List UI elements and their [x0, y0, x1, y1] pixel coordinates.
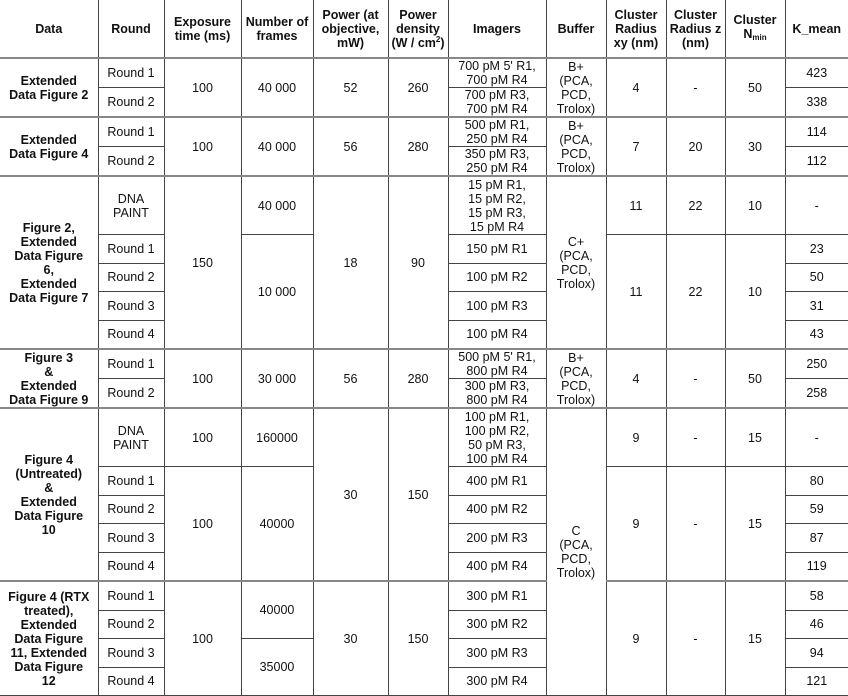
- cell-nmin: 50: [725, 349, 785, 408]
- cell-frames: 30 000: [241, 349, 313, 408]
- cell-exposure: 100: [164, 349, 241, 408]
- cell-k: 112: [785, 147, 848, 177]
- cell-round: Round 2: [98, 263, 164, 292]
- cell-round: Round 3: [98, 524, 164, 553]
- table-body: [0, 58, 848, 696]
- cell-imagers: 300 pM R4: [448, 667, 546, 696]
- cell-imagers: 100 pM R1, 100 pM R2, 50 pM R3, 100 pM R4: [448, 408, 546, 467]
- table-row: [0, 117, 848, 147]
- cell-data: Figure 2, Extended Data Figure 6, Extended Data Figure 7: [0, 176, 98, 349]
- cell-imagers: 400 pM R2: [448, 495, 546, 524]
- cell-z: 22: [666, 176, 725, 235]
- cell-imagers: 700 pM 5' R1, 700 pM R4: [448, 58, 546, 88]
- cell-exposure: 100: [164, 408, 241, 467]
- header-kmean: K_mean: [785, 0, 848, 58]
- cell-k: 58: [785, 581, 848, 610]
- cell-round: Round 1: [98, 349, 164, 379]
- cell-imagers: 500 pM R1, 250 pM R4: [448, 117, 546, 147]
- cell-imagers: 100 pM R4: [448, 320, 546, 349]
- header-radius-xy: Cluster Radius xy (nm): [606, 0, 666, 58]
- cell-data: Figure 4 (RTX treated), Extended Data Figure 11, Extended Data Figure 12: [0, 581, 98, 696]
- cell-k: 23: [785, 235, 848, 264]
- cell-round: Round 3: [98, 292, 164, 321]
- cell-k: 114: [785, 117, 848, 147]
- cell-z: 20: [666, 117, 725, 176]
- cell-density: 280: [388, 117, 448, 176]
- cell-nmin: 10: [725, 176, 785, 235]
- cell-round: DNA PAINT: [98, 176, 164, 235]
- cell-k: 50: [785, 263, 848, 292]
- cell-exposure: 150: [164, 176, 241, 349]
- cell-exposure: 100: [164, 58, 241, 117]
- cell-xy: 9: [606, 408, 666, 467]
- cell-round: Round 1: [98, 58, 164, 88]
- header-power: Power (at objective, mW): [313, 0, 388, 58]
- cell-k: 258: [785, 379, 848, 409]
- cell-nmin: 50: [725, 58, 785, 117]
- header-nmin-text: Cluster N: [733, 12, 777, 41]
- header-row: [0, 0, 848, 58]
- cell-round: Round 4: [98, 320, 164, 349]
- cell-round: Round 1: [98, 235, 164, 264]
- cell-exposure: 100: [164, 467, 241, 582]
- cell-nmin: 10: [725, 235, 785, 350]
- table-row: [0, 58, 848, 88]
- cell-xy: 4: [606, 349, 666, 408]
- cell-power: 18: [313, 176, 388, 349]
- cell-buffer: B+ (PCA, PCD, Trolox): [546, 58, 606, 117]
- cell-power: 30: [313, 408, 388, 581]
- cell-imagers: 100 pM R2: [448, 263, 546, 292]
- cell-exposure: 100: [164, 117, 241, 176]
- cell-k: 43: [785, 320, 848, 349]
- cell-imagers: 150 pM R1: [448, 235, 546, 264]
- header-round: Round: [98, 0, 164, 58]
- cell-frames: 10 000: [241, 235, 313, 350]
- cell-k: 59: [785, 495, 848, 524]
- cell-density: 90: [388, 176, 448, 349]
- cell-k: -: [785, 408, 848, 467]
- header-frames: Number of frames: [241, 0, 313, 58]
- cell-density: 260: [388, 58, 448, 117]
- cell-round: Round 2: [98, 147, 164, 177]
- cell-round: Round 1: [98, 467, 164, 496]
- cell-round: Round 4: [98, 667, 164, 696]
- cell-k: 80: [785, 467, 848, 496]
- cell-buffer: C+ (PCA, PCD, Trolox): [546, 176, 606, 349]
- header-exposure: Exposure time (ms): [164, 0, 241, 58]
- cell-power: 56: [313, 117, 388, 176]
- cell-data: Figure 4 (Untreated) & Extended Data Figure 10: [0, 408, 98, 581]
- cell-imagers: 500 pM 5' R1, 800 pM R4: [448, 349, 546, 379]
- cell-density: 150: [388, 581, 448, 696]
- header-density-sup: 2: [435, 34, 441, 44]
- cell-round: Round 2: [98, 379, 164, 409]
- cell-buffer: B+ (PCA, PCD, Trolox): [546, 349, 606, 408]
- cell-round: Round 3: [98, 639, 164, 668]
- header-density-close: ): [440, 35, 445, 50]
- cell-buffer: B+ (PCA, PCD, Trolox): [546, 117, 606, 176]
- cell-k: 121: [785, 667, 848, 696]
- header-data: Data: [0, 0, 98, 58]
- table-row: [0, 408, 848, 467]
- cell-round: Round 2: [98, 495, 164, 524]
- cell-imagers: 300 pM R3, 800 pM R4: [448, 379, 546, 409]
- cell-xy: 7: [606, 117, 666, 176]
- cell-imagers: 400 pM R1: [448, 467, 546, 496]
- cell-xy: 11: [606, 176, 666, 235]
- cell-data: Extended Data Figure 2: [0, 58, 98, 117]
- cell-imagers: 400 pM R4: [448, 552, 546, 581]
- cell-z: -: [666, 408, 725, 467]
- cell-k: 94: [785, 639, 848, 668]
- header-buffer: Buffer: [546, 0, 606, 58]
- cell-imagers: 300 pM R2: [448, 610, 546, 639]
- table-row: [0, 349, 848, 379]
- cell-imagers: 350 pM R3, 250 pM R4: [448, 147, 546, 177]
- cell-nmin: 15: [725, 467, 785, 582]
- cell-k: 119: [785, 552, 848, 581]
- cell-z: -: [666, 58, 725, 117]
- cell-round: DNA PAINT: [98, 408, 164, 467]
- cell-frames: 40000: [241, 581, 313, 639]
- cell-round: Round 1: [98, 117, 164, 147]
- cell-xy: 9: [606, 581, 666, 696]
- cell-nmin: 30: [725, 117, 785, 176]
- cell-frames: 35000: [241, 639, 313, 696]
- cell-frames: 40 000: [241, 58, 313, 117]
- cell-z: -: [666, 581, 725, 696]
- cell-imagers: 200 pM R3: [448, 524, 546, 553]
- cell-exposure: 100: [164, 581, 241, 696]
- cell-z: -: [666, 467, 725, 582]
- cell-z: 22: [666, 235, 725, 350]
- cell-round: Round 4: [98, 552, 164, 581]
- cell-k: 31: [785, 292, 848, 321]
- cell-imagers: 300 pM R3: [448, 639, 546, 668]
- cell-nmin: 15: [725, 408, 785, 467]
- header-density-text: Power density (W / cm: [391, 7, 440, 50]
- cell-k: 423: [785, 58, 848, 88]
- cell-data: Figure 3 & Extended Data Figure 9: [0, 349, 98, 408]
- cell-z: -: [666, 349, 725, 408]
- cell-density: 280: [388, 349, 448, 408]
- cell-k: -: [785, 176, 848, 235]
- header-radius-z: Cluster Radius z (nm): [666, 0, 725, 58]
- cell-frames: 40 000: [241, 176, 313, 235]
- header-density: [388, 0, 448, 58]
- cell-power: 52: [313, 58, 388, 117]
- cell-power: 30: [313, 581, 388, 696]
- cell-frames: 40 000: [241, 117, 313, 176]
- cell-k: 46: [785, 610, 848, 639]
- cell-data: Extended Data Figure 4: [0, 117, 98, 176]
- cell-imagers: 15 pM R1, 15 pM R2, 15 pM R3, 15 pM R4: [448, 176, 546, 235]
- cell-xy: 4: [606, 58, 666, 117]
- cell-imagers: 100 pM R3: [448, 292, 546, 321]
- cell-frames: 160000: [241, 408, 313, 467]
- cell-frames: 40000: [241, 467, 313, 582]
- cell-round: Round 1: [98, 581, 164, 610]
- header-imagers: Imagers: [448, 0, 546, 58]
- cell-imagers: 700 pM R3, 700 pM R4: [448, 88, 546, 118]
- cell-density: 150: [388, 408, 448, 581]
- cell-nmin: 15: [725, 581, 785, 696]
- header-nmin: [725, 0, 785, 58]
- cell-xy: 9: [606, 467, 666, 582]
- header-nmin-sub: min: [752, 32, 767, 42]
- cell-k: 338: [785, 88, 848, 118]
- cell-round: Round 2: [98, 88, 164, 118]
- cell-power: 56: [313, 349, 388, 408]
- table-row: [0, 581, 848, 610]
- table-row: [0, 176, 848, 235]
- cell-k: 87: [785, 524, 848, 553]
- cell-round: Round 2: [98, 610, 164, 639]
- cell-buffer: C (PCA, PCD, Trolox): [546, 408, 606, 696]
- cell-imagers: 300 pM R1: [448, 581, 546, 610]
- cell-k: 250: [785, 349, 848, 379]
- cell-xy: 11: [606, 235, 666, 350]
